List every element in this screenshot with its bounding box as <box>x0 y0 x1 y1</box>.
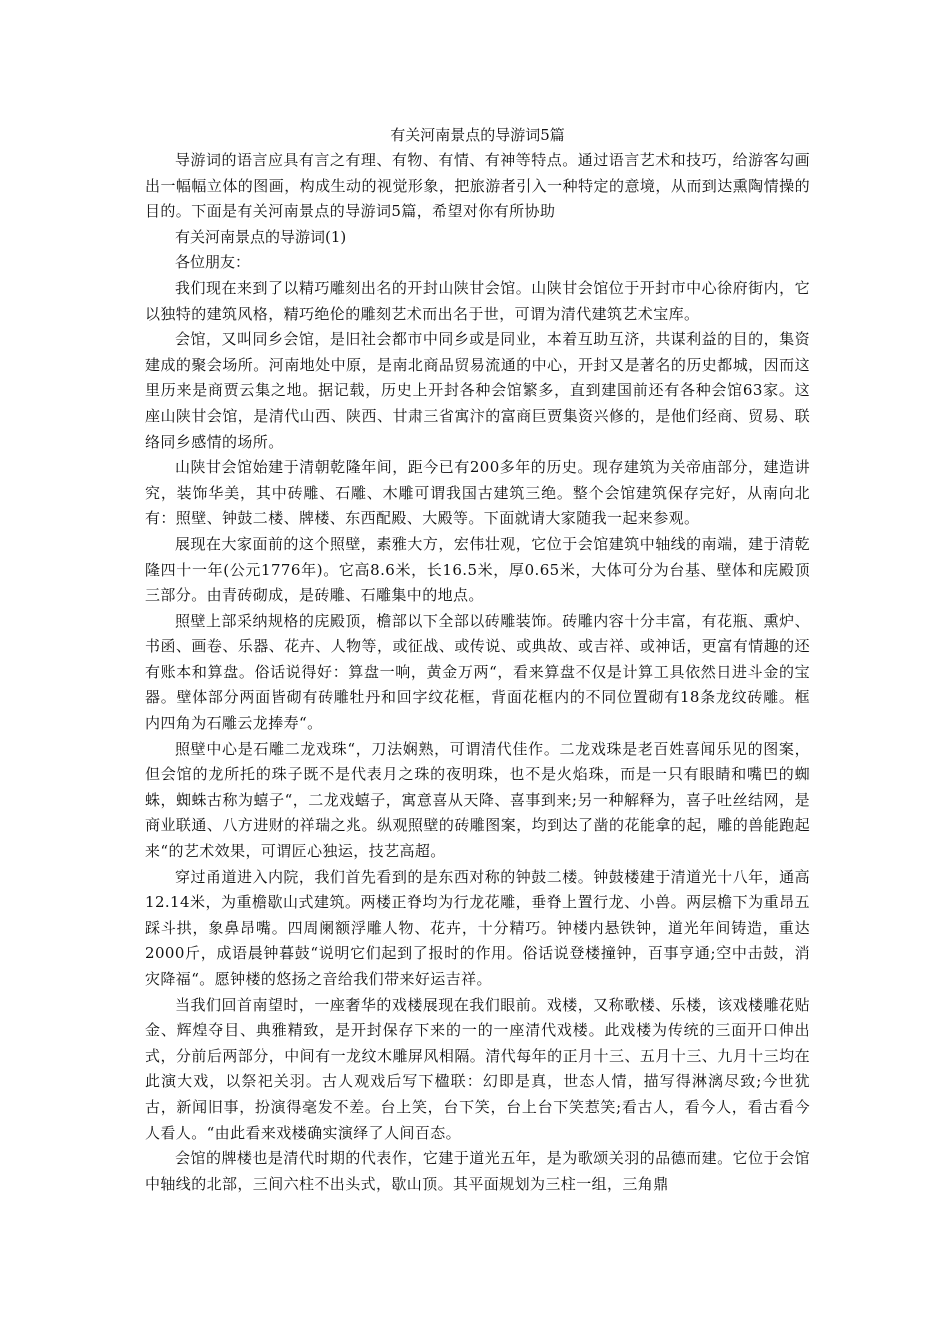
paragraph: 会馆的牌楼也是清代时期的代表作，它建于道光五年，是为歌颂关羽的品德而建。它位于会馆中轴线的北部，三间六柱不出头式，歇山顶。其平面规划为三柱一组，三角鼎 <box>145 1149 810 1193</box>
document-body <box>145 122 810 1197</box>
section-heading: 有关河南景点的导游词(1) <box>175 227 347 246</box>
greeting: 各位朋友： <box>175 253 251 272</box>
paragraph: 当我们回首南望时，一座奢华的戏楼展现在我们眼前。戏楼，又称歌楼、乐楼，该戏楼雕花贴金、辉煌夺目、典雅精致，是开封保存下来的一的一座清代戏楼。此戏楼为传统的三面开口伸出式，分前后两部分，中间有一龙纹木雕屏风相隔。清代每年的正月十三、五月十三、九月十三均在此演大戏，以祭祀关羽。古人观戏后写下楹联：幻即是真，世态人情，描写得淋漓尽致;今世犹古，新闻旧事，扮演得毫发不差。台上笑，台下笑，台上台下笑惹笑;看古人，看今人，看古看今人看人。“由此看来戏楼确实演绎了人间百态。 <box>145 995 810 1142</box>
paragraph: 照壁上部采纳规格的庑殿顶，檐部以下全部以砖雕装饰。砖雕内容十分丰富，有花瓶、熏炉、书函、画卷、乐器、花卉、人物等，或征战、或传说、或典故、或吉祥、或神话，更富有情趣的还有账本和算盘。俗话说得好：算盘一响，黄金万两“，看来算盘不仅是计算工具依然日进斗金的宝器。壁体部分两面皆砌有砖雕牡丹和回字纹花框，背面花框内的不同位置砌有18条龙纹砖雕。框内四角为石雕云龙捧寿“。 <box>145 611 810 733</box>
document-title: 有关河南景点的导游词5篇 <box>390 126 565 144</box>
intro-paragraph: 导游词的语言应具有言之有理、有物、有情、有神等特点。通过语言艺术和技巧，给游客勾画出一幅幅立体的图画，构成生动的视觉形象，把旅游者引入一种特定的意境，从而到达熏陶情操的目的。下面是有关河南景点的导游词5篇，希望对你有所协助 <box>145 151 810 221</box>
paragraph: 照壁中心是石雕二龙戏珠“，刀法娴熟，可谓清代佳作。二龙戏珠是老百姓喜闻乐见的图案，但会馆的龙所托的珠子既不是代表月之珠的夜明珠，也不是火焰珠，而是一只有眼睛和嘴巴的蜘蛛，蜘蛛古称为蟢子“，二龙戏蟢子，寓意喜从天降、喜事到来;另一种解释为，喜子吐丝结网，是商业联通、八方进财的祥瑞之兆。纵观照壁的砖雕图案，均到达了凿的花能拿的起，雕的兽能跑起来“的艺术效果，可谓匠心独运，技艺高超。 <box>145 739 810 861</box>
paragraph: 山陕甘会馆始建于清朝乾隆年间，距今已有200多年的历史。现存建筑为关帝庙部分，建造讲究，装饰华美，其中砖雕、石雕、木雕可谓我国古建筑三绝。整个会馆建筑保存完好，从南向北有：照壁、钟鼓二楼、牌楼、东西配殿、大殿等。下面就请大家随我一起来参观。 <box>145 458 810 528</box>
paragraph: 我们现在来到了以精巧雕刻出名的开封山陕甘会馆。山陕甘会馆位于开封市中心徐府街内，它以独特的建筑风格，精巧绝伦的雕刻艺术而出名于世，可谓为清代建筑艺术宝库。 <box>145 278 810 323</box>
paragraph: 穿过甬道进入内院，我们首先看到的是东西对称的钟鼓二楼。钟鼓楼建于清道光十八年，通高12.14米，为重檐歇山式建筑。两楼正脊均为行龙花雕，垂脊上置行龙、小兽。两层檐下为重昂五踩斗拱，象鼻昂嘴。四周阑额浮雕人物、花卉，十分精巧。钟楼内悬铁钟，道光年间铸造，重达2000斤，成语晨钟暮鼓“说明它们起到了报时的作用。俗话说登楼撞钟，百事亨通;空中击鼓，消灾降福“。愿钟楼的悠扬之音给我们带来好运吉祥。 <box>145 867 810 988</box>
paragraph: 展现在大家面前的这个照壁，素雅大方，宏伟壮观，它位于会馆建筑中轴线的南端，建于清乾隆四十一年(公元1776年)。它高8.6米，长16.5米，厚0.65米，大体可分为台基、壁体和庑殿顶三部分。由青砖砌成，是砖雕、石雕集中的地点。 <box>145 534 810 605</box>
paragraph: 会馆，又叫同乡会馆，是旧社会都市中同乡或是同业，本着互助互济，共谋利益的目的，集资建成的聚会场所。河南地处中原，是南北商品贸易流通的中心，开封又是著名的历史都城，因而这里历来是商贾云集之地。据记载，历史上开封各种会馆繁多，直到建国前还有各种会馆63家。这座山陕甘会馆，是清代山西、陕西、甘肃三省寓汴的富商巨贾集资兴修的，是他们经商、贸易、联络同乡感情的场所。 <box>145 330 810 451</box>
